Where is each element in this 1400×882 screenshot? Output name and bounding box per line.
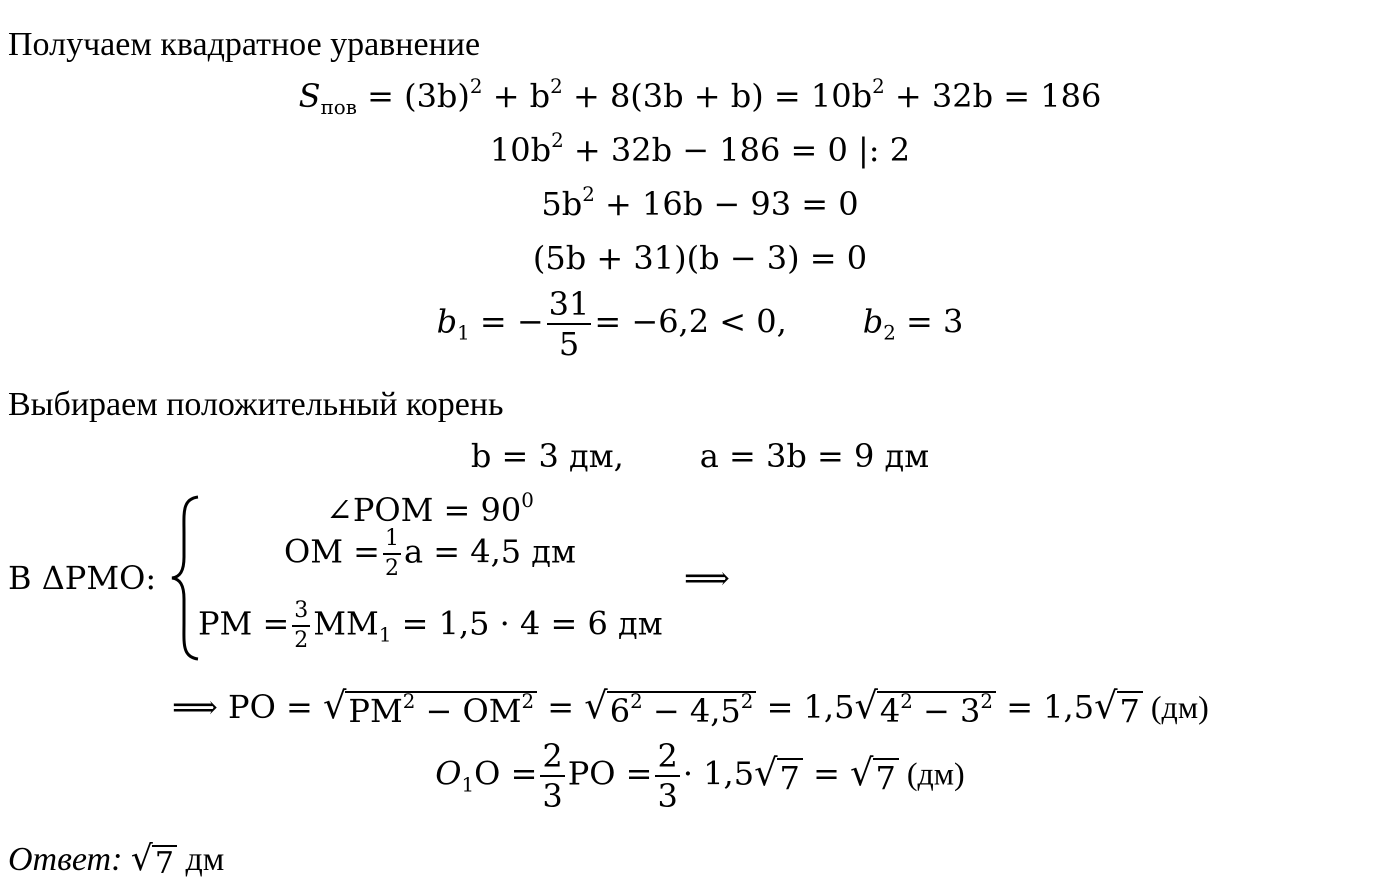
om-rest: a = 4,5 дм — [403, 532, 576, 571]
fraction-denominator: 2 — [294, 628, 309, 653]
choose-root-text: Выбираем положительный корень — [8, 386, 504, 423]
r2-a-exp: 2 — [630, 690, 643, 714]
eq8-unit: (дм) — [898, 755, 965, 792]
eq7-start: ⟹ PO = — [172, 688, 323, 726]
eq7-eq-a: = — [537, 688, 585, 726]
equation-surface-area — [0, 75, 1400, 119]
fraction-numerator: 31 — [548, 285, 590, 323]
eq1-rhs: = (3b) — [367, 77, 470, 115]
sqrt-7-b — [850, 750, 899, 797]
fraction-numerator: 2 — [657, 737, 678, 775]
radical-icon: √ — [130, 839, 153, 879]
radical-icon: √ — [322, 684, 347, 727]
eq7-eq-b: = 1,5 — [756, 688, 855, 726]
pm-rest: = 1,5 · 4 = 6 дм — [391, 604, 663, 643]
answer-unit: дм — [176, 841, 225, 878]
angle-exp: 0 — [521, 489, 534, 513]
equation-roots — [0, 285, 1400, 363]
radical-icon: √ — [584, 684, 608, 727]
equation-quadratic — [0, 129, 1400, 169]
system-row-om — [284, 528, 576, 580]
radicand: 7 — [777, 758, 803, 794]
eq8-dot: · 1,5 — [682, 754, 755, 793]
r2-b: − 4,5 — [642, 692, 741, 730]
fraction-numerator: 3 — [294, 598, 309, 623]
sqrt-7-a — [754, 750, 803, 797]
eq7-eq-c: = 1,5 — [996, 688, 1095, 726]
sqrt-6-45 — [584, 684, 756, 730]
answer-sqrt — [130, 839, 177, 881]
eq2-rest: + 32b − 186 = 0 |: 2 — [563, 131, 911, 169]
b1-symbol: b — [436, 302, 458, 341]
equation-o1o — [0, 737, 1400, 815]
eq1-exp3: 2 — [872, 75, 885, 99]
eq8-mid: PO = — [567, 754, 653, 793]
eq3-lhs: 5b — [541, 185, 583, 223]
b-value: b = 3 дм, — [470, 437, 624, 475]
eq1-rest2: + 32b = 186 — [884, 77, 1102, 115]
fraction-denominator: 3 — [657, 777, 678, 815]
answer-line — [8, 839, 225, 881]
eq3-rest: + 16b − 93 = 0 — [594, 185, 859, 223]
radicand: 7 — [152, 845, 177, 879]
r3-a: 4 — [879, 692, 901, 730]
system-row-pm — [198, 600, 663, 652]
s-subscript: пов — [320, 95, 357, 119]
radical-icon: √ — [850, 750, 874, 794]
eq2-lhs: 10b — [489, 131, 552, 169]
fraction-2-3-b — [655, 737, 679, 815]
eq5-rest: = −6,2 < 0, — [594, 302, 787, 341]
radical-icon: √ — [754, 750, 778, 794]
b2-symbol: b — [862, 302, 884, 341]
r1-b: − OM — [415, 692, 522, 730]
om-lhs: OM = — [284, 532, 380, 571]
b2-value: = 3 — [895, 302, 964, 341]
pm-lhs: PM = — [198, 604, 290, 643]
equation-po — [172, 684, 1209, 730]
r3-b-exp: 2 — [980, 690, 994, 714]
equation-b-a-values — [0, 437, 1400, 475]
radicand — [345, 690, 537, 730]
o1o-rest: O = — [474, 754, 538, 793]
r1-a-exp: 2 — [402, 690, 416, 714]
fraction-denominator: 2 — [384, 556, 399, 581]
r3-a-exp: 2 — [900, 690, 913, 714]
answer-label: Ответ: — [8, 841, 123, 878]
fraction-denominator: 3 — [542, 777, 563, 815]
sqrt-7 — [1094, 684, 1143, 730]
radicand — [607, 690, 757, 730]
radicand: 7 — [1117, 691, 1143, 727]
b2-subscript: 2 — [883, 321, 896, 345]
system-row-angle — [326, 489, 534, 529]
o1-subscript: 1 — [461, 773, 475, 797]
eq2-exp: 2 — [551, 129, 564, 153]
angle-expr: ∠POM = 90 — [326, 491, 522, 529]
eq3-exp: 2 — [582, 183, 595, 207]
s-symbol: S — [298, 77, 321, 115]
radicand: 7 — [873, 758, 899, 794]
r1-a: PM — [348, 692, 403, 730]
radical-icon: √ — [1094, 684, 1118, 727]
sqrt-4-3 — [854, 684, 996, 730]
a-value: a = 3b = 9 дм — [699, 437, 930, 475]
intro-text: Получаем квадратное уравнение — [8, 26, 481, 63]
eq1-plus-b: + b — [482, 77, 551, 115]
implies-arrow: ⟹ — [684, 559, 730, 597]
eq8-eq: = — [802, 754, 851, 793]
fraction-denominator: 5 — [558, 325, 580, 363]
eq5-eq-minus: = − — [469, 302, 544, 341]
pm-sub: 1 — [378, 623, 392, 647]
radicand — [877, 690, 996, 730]
system-label: В ΔPMO: — [8, 559, 157, 597]
fraction-3-2 — [292, 600, 310, 652]
fraction-1-2 — [383, 528, 401, 580]
radical-icon: √ — [854, 684, 878, 727]
eq7-unit: (дм) — [1142, 689, 1209, 725]
eq1-exp2: 2 — [550, 75, 563, 99]
equation-factored: (5b + 31)(b − 3) = 0 — [532, 239, 868, 277]
r1-b-exp: 2 — [521, 690, 535, 714]
equation-reduced — [0, 183, 1400, 223]
eq1-rest1: + 8(3b + b) = 10b — [562, 77, 873, 115]
sqrt-pm-om — [322, 684, 537, 730]
o1-symbol: O — [435, 754, 462, 793]
r2-b-exp: 2 — [740, 690, 754, 714]
r2-a: 6 — [609, 692, 631, 730]
fraction-31-5 — [547, 285, 592, 363]
fraction-numerator: 1 — [384, 526, 399, 551]
fraction-2-3-a — [540, 737, 564, 815]
fraction-numerator: 2 — [542, 737, 563, 775]
eq1-exp: 2 — [469, 75, 483, 99]
r3-b: − 3 — [912, 692, 981, 730]
pm-mid: MM — [313, 604, 379, 643]
b1-subscript: 1 — [457, 321, 470, 345]
